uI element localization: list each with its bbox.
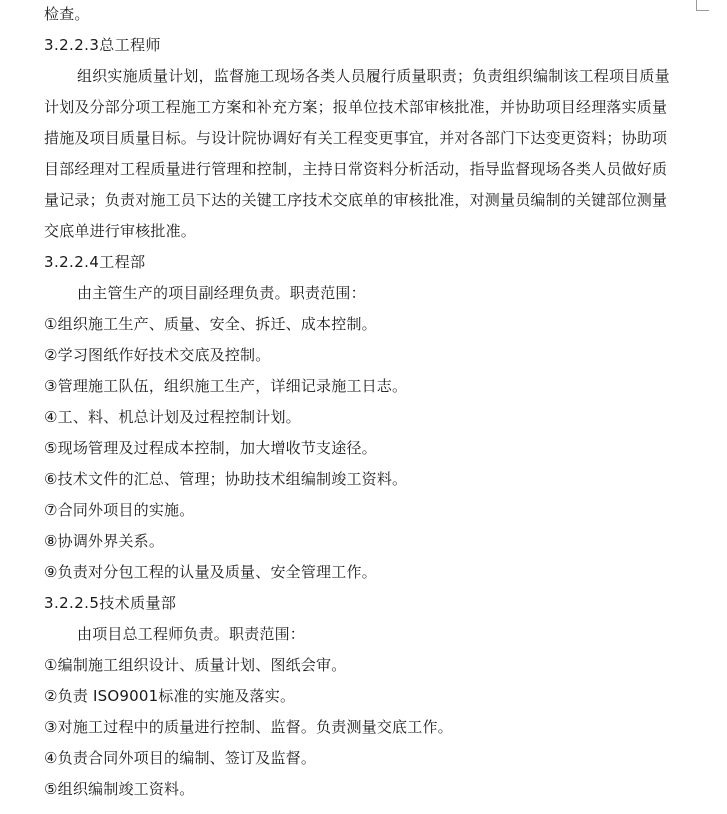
list-item: ①组织施工生产、质量、安全、拆迁、成本控制。 xyxy=(44,315,377,333)
section-intro: 由项目总工程师负责。职责范围： xyxy=(77,625,306,643)
list-item: ②学习图纸作好技术交底及控制。 xyxy=(44,346,271,364)
list-item: ④负责合同外项目的编制、签订及监督。 xyxy=(44,749,317,767)
list-item: ⑤组织编制竣工资料。 xyxy=(44,780,195,798)
list-item: ⑨负责对分包工程的认量及质量、安全管理工作。 xyxy=(44,563,377,581)
paragraph-line: 组织实施质量计划，监督施工现场各类人员履行质量职责；负责组织编制该工程项目质量 xyxy=(77,67,670,85)
paragraph-line: 交底单进行审核批准。 xyxy=(44,222,197,240)
list-item: ⑦合同外项目的实施。 xyxy=(44,501,195,519)
list-item: ②负责 ISO9001标准的实施及落实。 xyxy=(44,687,296,705)
paragraph-line: 计划及分部分项工程施工方案和补充方案；报单位技术部审核批准，并协助项目经理落实质量 xyxy=(44,98,668,116)
list-item: ⑧协调外界关系。 xyxy=(44,532,165,550)
list-item: ⑥技术文件的汇总、管理；协助技术组编制竣工资料。 xyxy=(44,470,408,488)
paragraph-line: 量记录；负责对施工员下达的关键工序技术交底单的审核批准，对测量员编制的关键部位测量 xyxy=(44,191,668,209)
section-heading-tech-quality-dept: 3.2.2.5技术质量部 xyxy=(44,594,177,612)
top-fragment: 检查。 xyxy=(44,5,90,23)
list-item: ③对施工过程中的质量进行控制、监督。负责测量交底工作。 xyxy=(44,718,453,736)
list-item: ③管理施工队伍，组织施工生产，详细记录施工日志。 xyxy=(44,377,408,395)
section-heading-engineering-dept: 3.2.2.4工程部 xyxy=(44,253,146,271)
paragraph-line: 措施及项目质量目标。与设计院协调好有关工程变更事宜，并对各部门下达变更资料；协助项 xyxy=(44,129,668,147)
section-intro: 由主管生产的项目副经理负责。职责范围： xyxy=(77,284,366,302)
list-item: ①编制施工组织设计、质量计划、图纸会审。 xyxy=(44,656,347,674)
paragraph-line: 目部经理对工程质量进行管理和控制，主持日常资料分析活动，指导监督现场各类人员做好质 xyxy=(44,160,668,178)
section-heading-chief-engineer: 3.2.2.3总工程师 xyxy=(44,36,161,54)
list-item: ④工、料、机总计划及过程控制计划。 xyxy=(44,408,301,426)
list-item: ⑤现场管理及过程成本控制，加大增收节支途径。 xyxy=(44,439,377,457)
